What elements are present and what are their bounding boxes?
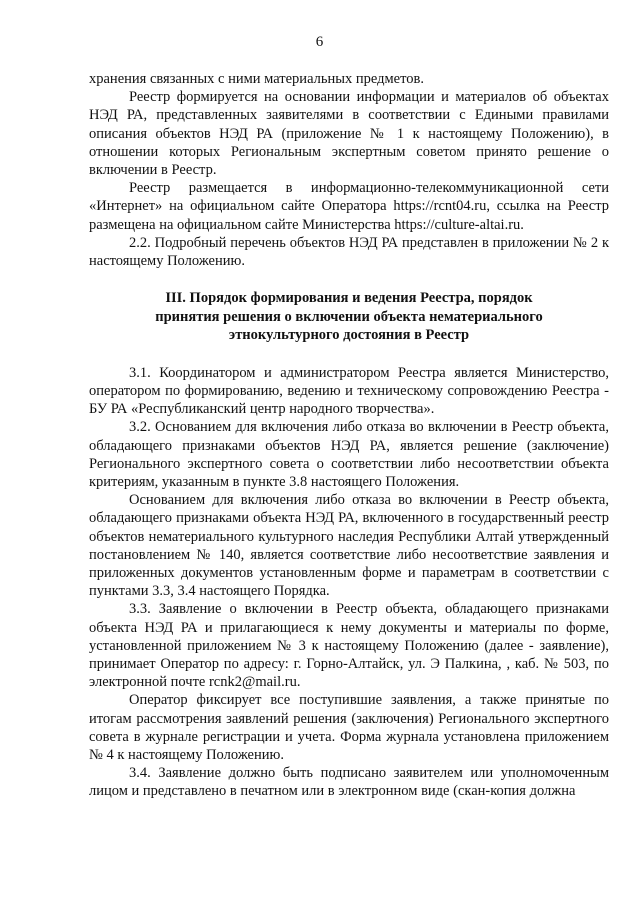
paragraph: Основанием для включения либо отказа во включении в Реестр объекта, обладающего признаками объекта НЭД РА, включенного в государственный реестр объектов нематериального культурного наследия Республики Алтай утвержденный постановлением № 140, является соответствие либо несоответствие заявления и приложенных документов установленным форме и параметрам в соответствии с пунктами 3.3, 3.4 настоящего Порядка. [89, 492, 609, 600]
section-heading-line: III. Порядок формирования и ведения Реестра, порядок [165, 290, 533, 307]
section-heading-line: этнокультурного достояния в Реестр [228, 327, 470, 344]
paragraph: 3.3. Заявление о включении в Реестр объекта, обладающего признаками объекта НЭД РА и прилагающиеся к нему документы и материалы по форме, установленной приложением № 3 к настоящему Положению (далее - заявление), принимает Оператор по адресу: г. Горно-Алтайск, ул. Э Палкина, , каб. № 503, по электронной почте rcnk2@mail.ru. [89, 601, 609, 691]
paragraph: Оператор фиксирует все поступившие заявления, а также принятые по итогам рассмотрения заявлений решения (заключения) Регионального экспертного совета в журнале регистрации и учета. Форма журнала установлена приложением № 4 к настоящему Положению. [89, 692, 609, 763]
paragraph: 2.2. Подробный перечень объектов НЭД РА представлен в приложении № 2 к настоящему Положению. [89, 234, 609, 270]
section-heading-line: принятия решения о включении объекта нематериального [155, 308, 543, 325]
paragraph: 3.2. Основанием для включения либо отказа во включении в Реестр объекта, обладающего признаками объектов НЭД РА, является решение (заключение) Регионального экспертного совета о соответствии либо несоответствии объекта критериям, указанным в пункте 3.8 настоящего Положения. [89, 419, 609, 490]
paragraph: Реестр формируется на основании информации и материалов об объектах НЭД РА, представленных заявителями в соответствии с Едиными правилами описания объектов НЭД РА (приложение № 1 к настоящему Положению), в отношении которых Региональным экспертным советом принято решение о включении в Реестр. [89, 89, 609, 179]
paragraph: Реестр размещается в информационно-телекоммуникационной сети «Интернет» на официальном сайте Оператора https://rcnt04.ru, ссылка на Реестр размещена на официальном сайте Министерства https://culture-altai.ru. [89, 180, 609, 233]
paragraph: хранения связанных с ними материальных предметов. [89, 71, 424, 87]
document-body [89, 70, 609, 801]
page-number: 6 [315, 34, 324, 50]
paragraph: 3.4. Заявление должно быть подписано заявителем или уполномоченным лицом и представлено в печатном или в электронном виде (скан-копия должна [89, 765, 609, 800]
paragraph: 3.1. Координатором и администратором Реестра является Министерство, оператором по формированию, ведению и техническому сопровождению Реестра - БУ РА «Республиканский центр народного творчества». [89, 364, 609, 418]
section-heading [89, 289, 609, 345]
